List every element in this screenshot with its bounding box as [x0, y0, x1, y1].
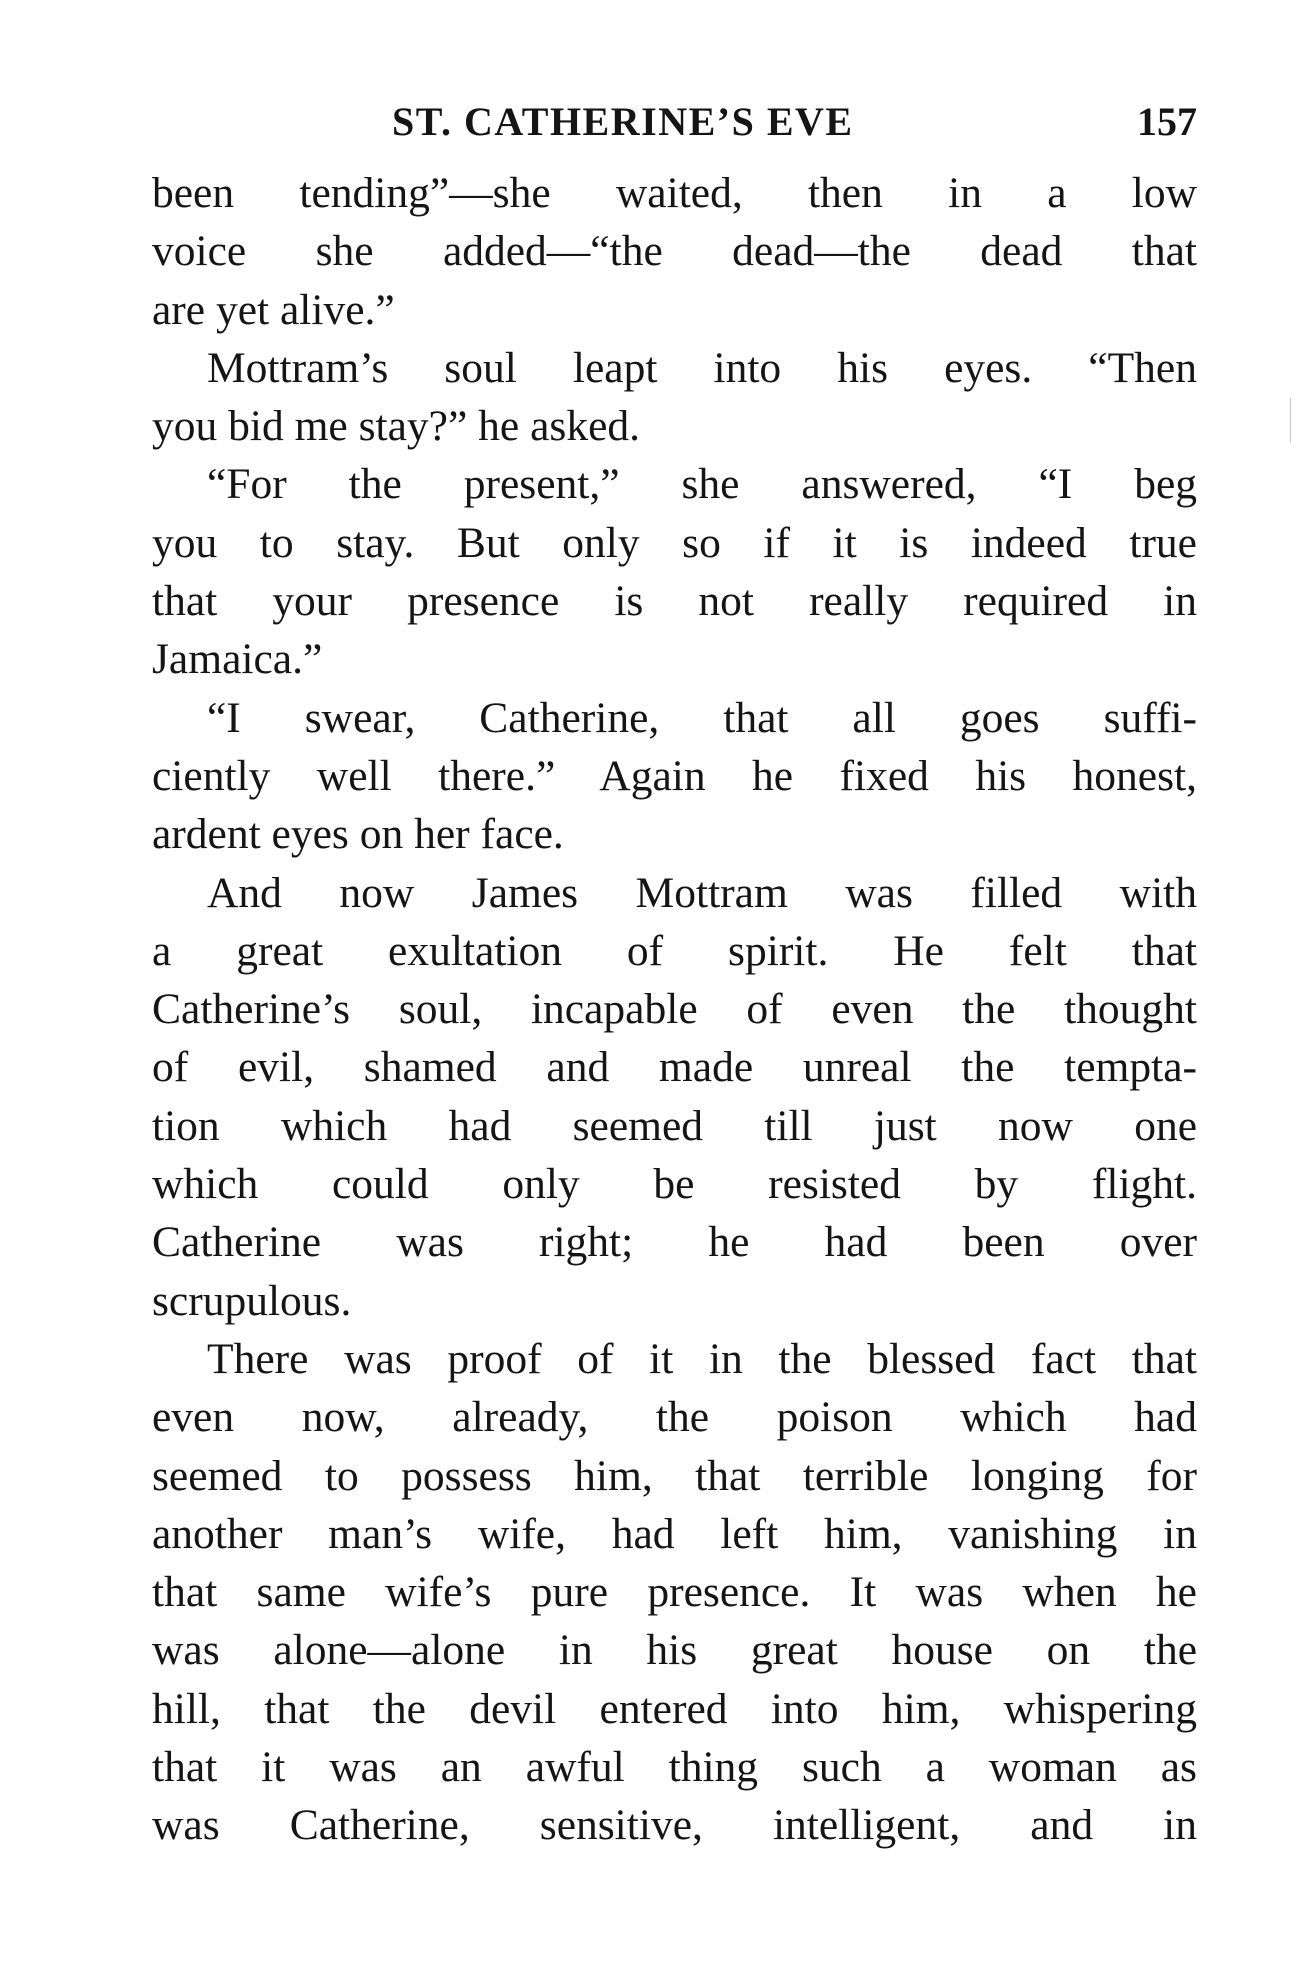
text-line: Catherine’s soul, incapable of even the thought: [152, 985, 1197, 1034]
text-line: “For the present,” she answered, “I beg: [207, 460, 1197, 509]
text-line: a great exultation of spirit. He felt that: [152, 926, 1197, 975]
body-text: [152, 164, 1197, 1855]
text-line: voice she added—“the dead—the dead that: [152, 227, 1197, 276]
text-line: And now James Mottram was filled with: [207, 868, 1197, 917]
paragraph-3: [152, 455, 1197, 688]
text-line: you bid me stay?” he asked.: [152, 402, 641, 451]
text-line: seemed to possess him, that terrible longing for: [152, 1451, 1197, 1500]
text-line: hill, that the devil entered into him, whispering: [152, 1684, 1197, 1733]
paragraph-4: [152, 689, 1197, 864]
page-number: 157: [1137, 99, 1197, 144]
text-line: Jamaica.”: [152, 635, 323, 684]
text-line: ardent eyes on her face.: [152, 810, 564, 859]
text-line: Catherine was right; he had been over: [152, 1218, 1197, 1267]
text-line: There was proof of it in the blessed fact that: [207, 1334, 1197, 1383]
text-line: that same wife’s pure presence. It was when he: [152, 1568, 1197, 1617]
paragraph-1: [152, 164, 1197, 339]
text-line: of evil, shamed and made unreal the tempta-: [152, 1043, 1197, 1092]
text-line: been tending”—she waited, then in a low: [152, 169, 1197, 217]
text-line: was alone—alone in his great house on the: [152, 1626, 1197, 1675]
text-line: was Catherine, sensitive, intelligent, and in: [152, 1801, 1197, 1850]
text-line: scrupulous.: [152, 1276, 352, 1325]
text-line: ciently well there.” Again he fixed his honest,: [152, 751, 1197, 800]
margin-mark: [1290, 398, 1291, 443]
text-line: that it was an awful thing such a woman as: [152, 1743, 1197, 1792]
running-title: ST. CATHERINE’S EVE: [392, 99, 854, 144]
text-line: tion which had seemed till just now one: [152, 1101, 1197, 1150]
text-line: which could only be resisted by flight.: [152, 1160, 1197, 1209]
text-line: are yet alive.”: [152, 285, 395, 334]
paragraph-2: [152, 339, 1197, 456]
page-header: [152, 94, 1197, 150]
text-line: you to stay. But only so if it is indeed true: [152, 518, 1197, 567]
text-line: another man’s wife, had left him, vanishing in: [152, 1509, 1197, 1558]
paragraph-6: [152, 1330, 1197, 1855]
text-line: Mottram’s soul leapt into his eyes. “Then: [207, 343, 1197, 392]
text-line: that your presence is not really required in: [152, 577, 1197, 626]
text-line: even now, already, the poison which had: [152, 1393, 1197, 1442]
paragraph-5: [152, 864, 1197, 1330]
text-line: “I swear, Catherine, that all goes suffi-: [207, 693, 1197, 742]
